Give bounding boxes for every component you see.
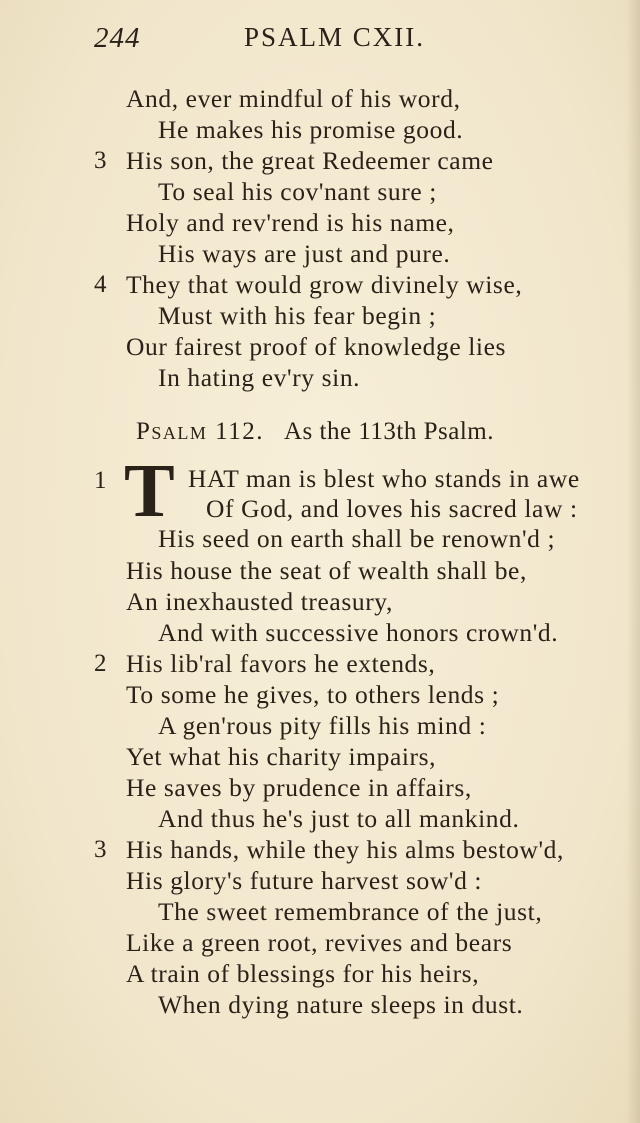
verse-line: Holy and rev'rend is his name, bbox=[126, 208, 455, 237]
verse-line: The sweet remembrance of the just, bbox=[158, 897, 543, 926]
verse-line: Like a green root, revives and bears bbox=[126, 928, 513, 957]
verse-line: His ways are just and pure. bbox=[158, 239, 451, 268]
page-edge-shadow bbox=[626, 0, 640, 1123]
stanza-number: 3 bbox=[94, 147, 107, 174]
verse-line: His hands, while they his alms bestow'd, bbox=[126, 835, 564, 864]
verse-line: They that would grow divinely wise, bbox=[126, 270, 523, 299]
page-number: 244 bbox=[94, 22, 141, 54]
verse-line: Our fairest proof of knowledge lies bbox=[126, 332, 507, 361]
verse-line: His seed on earth shall be renown'd ; bbox=[158, 524, 556, 553]
verse-line: An inexhausted treasury, bbox=[126, 587, 393, 616]
verse-line: To seal his cov'nant sure ; bbox=[158, 177, 437, 206]
verse-line: A train of blessings for his heirs, bbox=[126, 959, 480, 988]
stanza-number: 3 bbox=[94, 836, 107, 863]
verse-line: His glory's future harvest sow'd : bbox=[126, 866, 483, 895]
drop-cap: T bbox=[124, 449, 175, 533]
verse-line: A gen'rous pity fills his mind : bbox=[158, 711, 487, 740]
verse-line: Of God, and loves his sacred law : bbox=[206, 494, 578, 523]
running-head: PSALM CXII. bbox=[244, 22, 426, 52]
verse-line: And, ever mindful of his word, bbox=[126, 84, 461, 113]
verse-line: He saves by prudence in affairs, bbox=[126, 773, 472, 802]
stanza-number: 2 bbox=[94, 650, 107, 677]
verse-line: His house the seat of wealth shall be, bbox=[126, 556, 527, 585]
verse-line: To some he gives, to others lends ; bbox=[126, 680, 500, 709]
verse-line: Yet what his charity impairs, bbox=[126, 742, 437, 771]
verse-line: And thus he's just to all mankind. bbox=[158, 804, 520, 833]
stanza-number: 1 bbox=[94, 467, 107, 494]
verse-line: In hating ev'ry sin. bbox=[158, 363, 361, 392]
psalm-label: Psalm 112. bbox=[136, 418, 264, 445]
verse-line: His son, the great Redeemer came bbox=[126, 146, 494, 175]
psalm-tune: As the 113th Psalm. bbox=[284, 418, 494, 445]
psalm-heading bbox=[136, 418, 494, 446]
verse-line: Must with his fear begin ; bbox=[158, 301, 437, 330]
verse-line: And with successive honors crown'd. bbox=[158, 618, 559, 647]
verse-line: His lib'ral favors he extends, bbox=[126, 649, 436, 678]
verse-line: He makes his promise good. bbox=[158, 115, 464, 144]
page-header bbox=[94, 22, 474, 56]
stanza-number: 4 bbox=[94, 271, 107, 298]
verse-line: When dying nature sleeps in dust. bbox=[158, 990, 524, 1019]
verse-line: HAT man is blest who stands in awe bbox=[188, 464, 580, 493]
